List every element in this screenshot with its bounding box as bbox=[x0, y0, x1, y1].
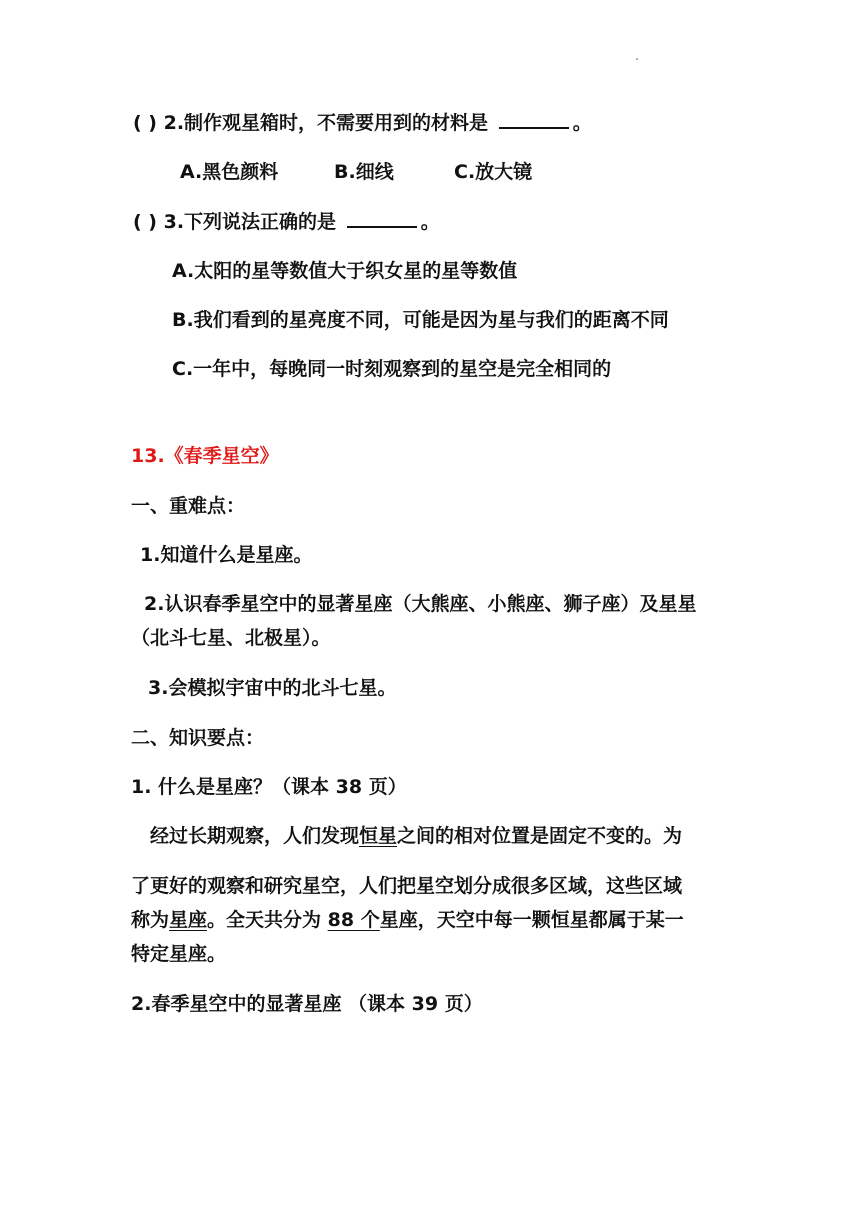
section-title: 13.《春季星空》 bbox=[131, 445, 279, 467]
text-run: 经过长期观察，人们发现 bbox=[150, 825, 360, 847]
question-2 bbox=[133, 110, 592, 136]
answer-paren: ( ) bbox=[133, 112, 157, 134]
underlined-term: 恒星 bbox=[359, 825, 398, 847]
heading-knowledge: 二、知识要点： bbox=[131, 727, 265, 749]
knowledge-1-title: 1. 什么是星座？（课本 38 页） bbox=[131, 776, 407, 798]
question-text: 2.制作观星箱时，不需要用到的材料是 bbox=[163, 112, 489, 134]
option-c: C.放大镜 bbox=[454, 161, 533, 183]
answer-blank[interactable] bbox=[499, 111, 569, 129]
key-point-2-cont: （北斗七星、北极星）。 bbox=[131, 627, 331, 649]
key-point-1: 1.知道什么是星座。 bbox=[140, 544, 313, 566]
underlined-term: 88 个 bbox=[327, 909, 380, 931]
question-end: 。 bbox=[572, 112, 592, 134]
answer-paren: ( ) bbox=[133, 211, 157, 233]
question-text: 3.下列说法正确的是 bbox=[163, 211, 337, 233]
paragraph-line-4: 特定星座。 bbox=[131, 943, 227, 965]
knowledge-2-title: 2.春季星空中的显著星座 （课本 39 页） bbox=[131, 993, 483, 1015]
text-run: 。全天共分为 bbox=[207, 909, 328, 931]
paragraph-line-3 bbox=[131, 907, 684, 933]
key-point-3: 3.会模拟宇宙中的北斗七星。 bbox=[148, 677, 397, 699]
text-run: 之间的相对位置是固定不变的。为 bbox=[397, 825, 683, 847]
heading-key-points: 一、重难点： bbox=[131, 495, 246, 517]
question-2-options bbox=[180, 159, 532, 185]
underlined-term: 星座 bbox=[169, 909, 208, 931]
option-a: A.太阳的星等数值大于织女星的星等数值 bbox=[172, 260, 518, 282]
option-c: C.一年中，每晚同一时刻观察到的星空是完全相同的 bbox=[172, 358, 612, 380]
paragraph-line-1 bbox=[150, 823, 682, 849]
option-b: B.我们看到的星亮度不同，可能是因为星与我们的距离不同 bbox=[172, 309, 669, 331]
option-b: B.细线 bbox=[334, 161, 394, 183]
text-run: 称为 bbox=[131, 909, 170, 931]
answer-blank[interactable] bbox=[347, 210, 417, 228]
page-mark bbox=[636, 58, 638, 60]
paragraph-line-2: 了更好的观察和研究星空，人们把星空划分成很多区域，这些区域 bbox=[131, 875, 683, 897]
key-point-2: 2.认识春季星空中的显著星座（大熊座、小熊座、狮子座）及星星 bbox=[144, 593, 697, 615]
text-run: 星座，天空中每一颗恒星都属于某一 bbox=[379, 909, 684, 931]
option-a: A.黑色颜料 bbox=[180, 161, 279, 183]
question-3 bbox=[133, 209, 440, 235]
question-end: 。 bbox=[420, 211, 440, 233]
